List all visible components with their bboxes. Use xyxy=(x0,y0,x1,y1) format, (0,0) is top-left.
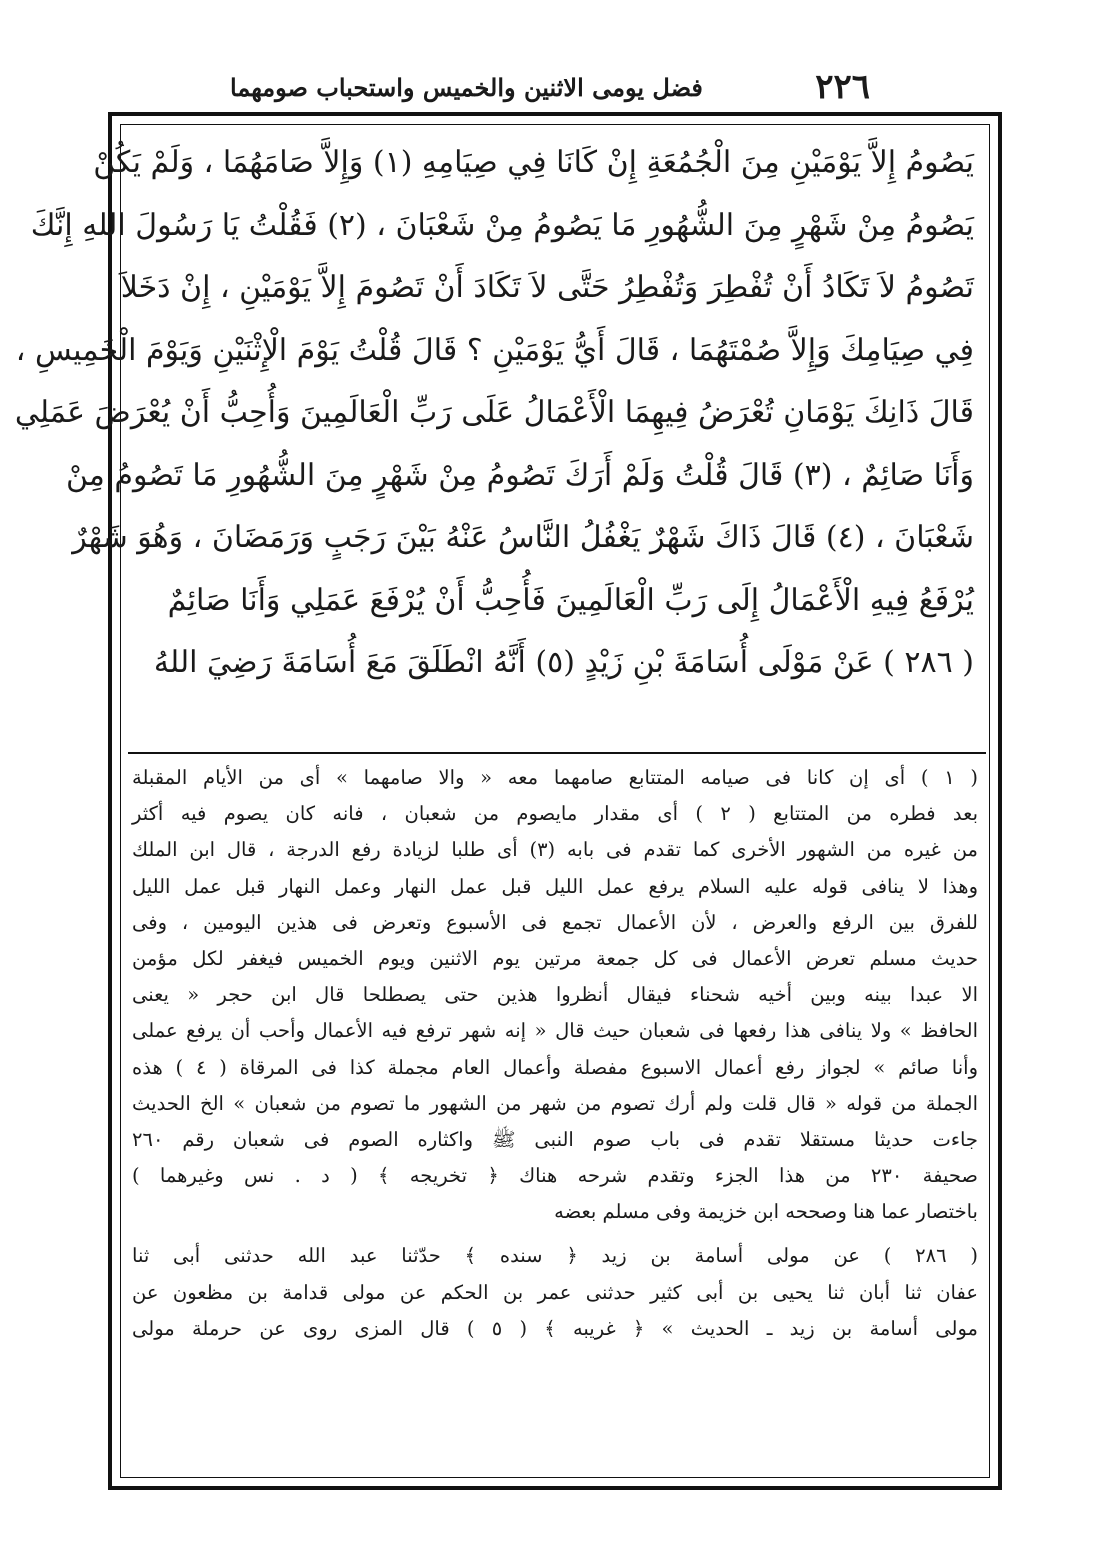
footnote-line: وهذا لا ينافى قوله عليه السلام يرفع عمل الليل قبل عمل النهار وعمل النهار قبل عمل الليل xyxy=(132,874,978,898)
main-text-line: شَعْبَانَ ، (٤) قَالَ ذَاكَ شَهْرٌ يَغْفُلُ النَّاسُ عَنْهُ بَيْنَ رَجَبٍ وَرَمَضَانَ ، وَهُوَ شَهْرٌ xyxy=(72,520,974,555)
footnote-line: جاءت حديثا مستقلا تقدم فى باب صوم النبى ﷺ واكثاره الصوم فى شعبان رقم ٢٦٠ xyxy=(132,1127,978,1151)
footnote-line: الجملة من قوله « قال قلت ولم أرك تصوم من شهر من الشهور ما تصوم من شعبان » الخ الحديث xyxy=(132,1091,978,1115)
footnote-line: وأنا صائم » لجواز رفع أعمال الاسبوع مفصلة وأعمال العام مجملة كذا فى المرقاة ( ٤ ) هذه xyxy=(132,1055,978,1079)
footnote-line: حديث مسلم تعرض الأعمال فى كل جمعة مرتين يوم الاثنين ويوم الخميس فيغفر لكل مؤمن xyxy=(132,946,978,970)
sanad-line: مولى أسامة بن زيد ـ الحديث » ﴿ غريبه ﴾ ( ٥ ) قال المزى روى عن حرملة مولى xyxy=(132,1316,978,1340)
main-text-line: يُرْفَعُ فِيهِ الْأَعْمَالُ إِلَى رَبِّ الْعَالَمِينَ فَأُحِبُّ أَنْ يُرْفَعَ عَمَلِي وَأَنَا صَائِمٌ xyxy=(167,582,974,618)
footnote-divider xyxy=(128,752,986,754)
sanad-line: ( ٢٨٦ ) عن مولى أسامة بن زيد ﴿ سنده ﴾ حدّثنا عبد الله حدثنى أبى ثنا xyxy=(132,1244,978,1268)
footnote-line: ( ١ ) أى إن كانا فى صيامه المتتابع صامهما معه « والا صامهما » أى من الأيام المقبلة xyxy=(132,766,978,789)
footnote-line: صحيفة ٢٣٠ من هذا الجزء وتقدم شرحه هناك ﴿ تخريجه ﴾ ( د . نس وغيرهما ) xyxy=(132,1164,978,1188)
footnote-line: الحافظ » ولا ينافى هذا رفعها فى شعبان حيث قال « إنه شهر ترفع فيه الأعمال وأحب أن يرفع عملى xyxy=(132,1019,978,1043)
main-text-line: وَأَنَا صَائِمٌ ، (٣) قَالَ قُلْتُ وَلَمْ أَرَكَ تَصُومُ مِنْ شَهْرٍ مِنَ الشُّهُورِ مَا تَصُومُ مِنْ xyxy=(65,457,974,493)
page-number: ٢٢٦ xyxy=(815,67,870,107)
hadith-heading-line: ( ٢٨٦ ) عَنْ مَوْلَى أُسَامَةَ بْنِ زَيْدٍ (٥) أَنَّهُ انْطَلَقَ مَعَ أُسَامَةَ رَضِيَ اللهُ xyxy=(153,645,974,680)
main-text-line: يَصُومُ إِلاَّ يَوْمَيْنِ مِنَ الْجُمُعَةِ إِنْ كَانَا فِي صِيَامِهِ (١) وَإِلاَّ صَامَهُمَا ، وَلَمْ يَكُنْ xyxy=(93,145,974,180)
footnote-line: باختصار عما هنا وصححه ابن خزيمة وفى مسلم بعضه xyxy=(554,1200,978,1224)
running-title: فضل يومى الاثنين والخميس واستحباب صومهما xyxy=(230,72,703,102)
footnote-line: من غيره من الشهور الأخرى كما تقدم فى بابه (٣) أى طلبا لزيادة رفع الدرجة ، قال ابن الملك xyxy=(132,838,978,862)
footnote-line: للفرق بين الرفع والعرض ، لأن الأعمال تجمع فى الأسبوع وتعرض فى هذين اليومين ، وفى xyxy=(132,910,978,934)
main-text-line: تَصُومُ لاَ تَكَادُ أَنْ تُفْطِرَ وَتُفْطِرُ حَتَّى لاَ تَكَادَ أَنْ تَصُومَ إِلاَّ يَوْمَيْنِ ، إِنْ دَخَلاَ xyxy=(120,270,974,305)
page-header xyxy=(230,62,870,112)
footnotes-block xyxy=(132,760,978,1347)
main-text-line: فِي صِيَامِكَ وَإِلاَّ صُمْتَهُمَا ، قَالَ أَيُّ يَوْمَيْنِ ؟ قَالَ قُلْتُ يَوْمَ الْإِثْنَيْنِ وَيَوْمَ الْخَمِيسِ ، xyxy=(15,332,974,368)
note-spacer xyxy=(132,1230,978,1238)
main-text-block xyxy=(14,132,974,695)
sanad-line: عفان ثنا أبان ثنا يحيى بن أبى كثير حدثنى عمر بن الحكم عن مولى قدامة بن مظعون عن xyxy=(132,1280,978,1304)
main-text-line: قَالَ ذَانِكَ يَوْمَانِ تُعْرَضُ فِيهِمَا الْأَعْمَالُ عَلَى رَبِّ الْعَالَمِينَ وَأُحِبُّ أَنْ يُعْرَضَ عَمَلِي xyxy=(14,395,974,430)
footnote-line: الا عبدا بينه وبين أخيه شحناء فيقال أنظروا هذين حتى يصطلحا قال ابن حجر « يعنى xyxy=(132,983,978,1007)
footnote-line: بعد فطره من المتتابع ( ٢ ) أى مقدار مايصوم من شعبان ، فانه كان يصوم فيه أكثر xyxy=(132,802,979,826)
main-text-line: يَصُومُ مِنْ شَهْرٍ مِنَ الشُّهُورِ مَا يَصُومُ مِنْ شَعْبَانَ ، (٢) فَقُلْتُ يَا رَسُولَ اللهِ إِنَّكَ xyxy=(30,207,974,243)
